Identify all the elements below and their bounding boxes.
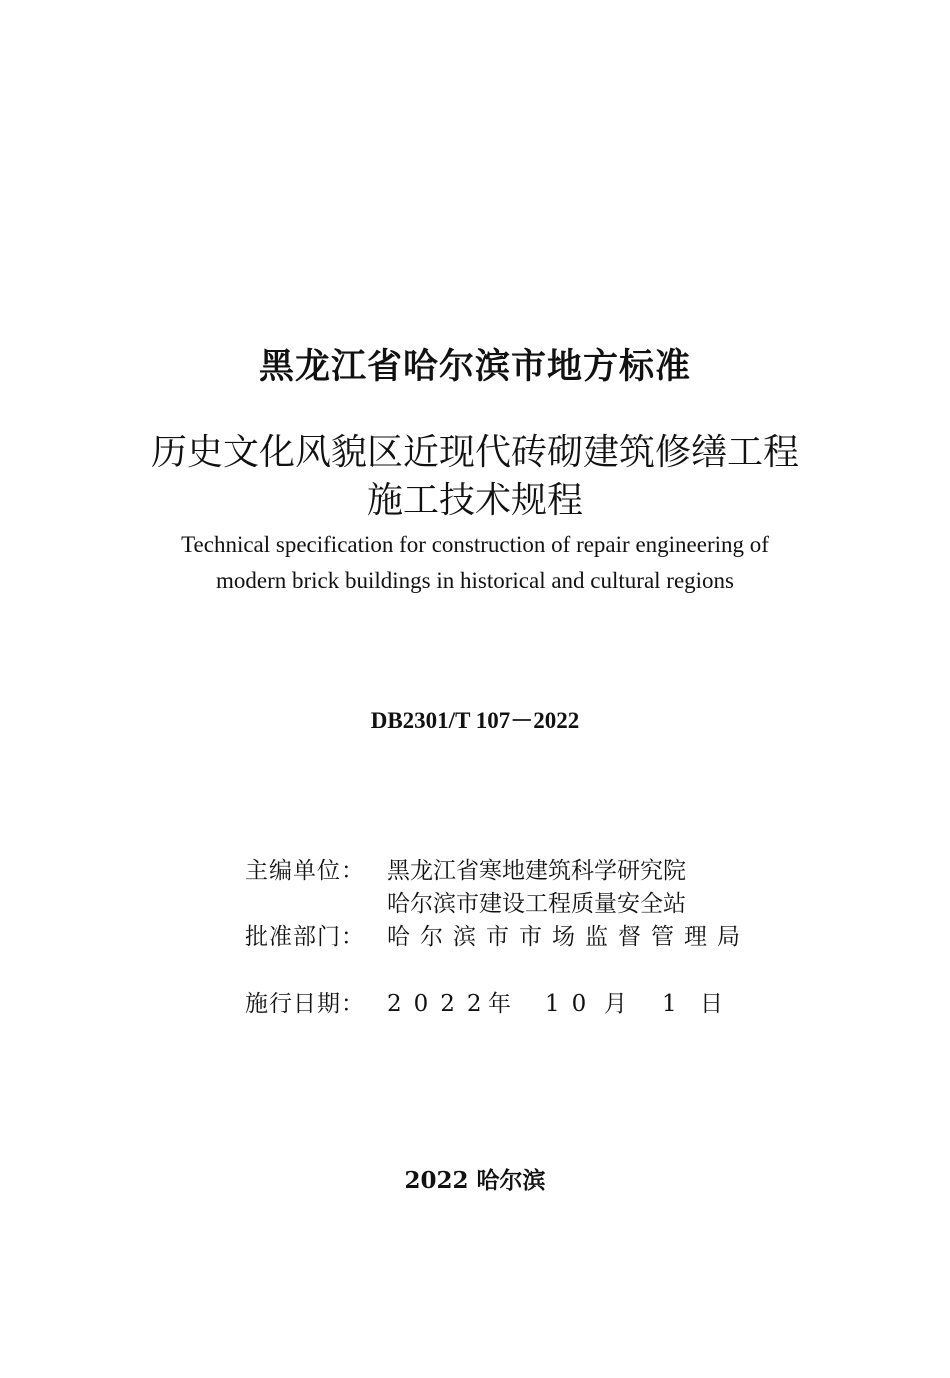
title-chinese-line-2: 施工技术规程 (366, 480, 583, 521)
effective-date-year-unit: 年 (488, 991, 511, 1017)
editor-label: 主编单位： (245, 858, 365, 884)
standard-category-heading: 黑龙江省哈尔滨市地方标准 (258, 347, 691, 387)
publication-year-place: 2022 哈尔滨 (404, 1167, 546, 1194)
effective-date-month: 10 (545, 991, 599, 1017)
editor-value-1: 黑龙江省寒地建筑科学研究院 (387, 858, 686, 884)
effective-date-label: 施行日期： (245, 991, 365, 1017)
approval-value: 哈尔滨市市场监督管理局 (387, 924, 750, 950)
effective-date-year: 2022 (387, 991, 494, 1017)
standard-code: DB2301/T 107－2022 (370, 708, 580, 733)
approval-label: 批准部门： (245, 924, 365, 950)
effective-date-day-unit: 日 (700, 991, 723, 1017)
title-chinese-line-1: 历史文化风貌区近现代砖砌建筑修缮工程 (150, 432, 799, 473)
effective-date-day: 1 (662, 991, 677, 1017)
title-english-line-1: Technical specification for construction of repair engineering of (181, 532, 769, 557)
title-english-line-2: modern brick buildings in historical and cultural regions (215, 568, 735, 593)
effective-date-month-unit: 月 (604, 991, 627, 1017)
editor-value-2: 哈尔滨市建设工程质量安全站 (387, 891, 686, 917)
